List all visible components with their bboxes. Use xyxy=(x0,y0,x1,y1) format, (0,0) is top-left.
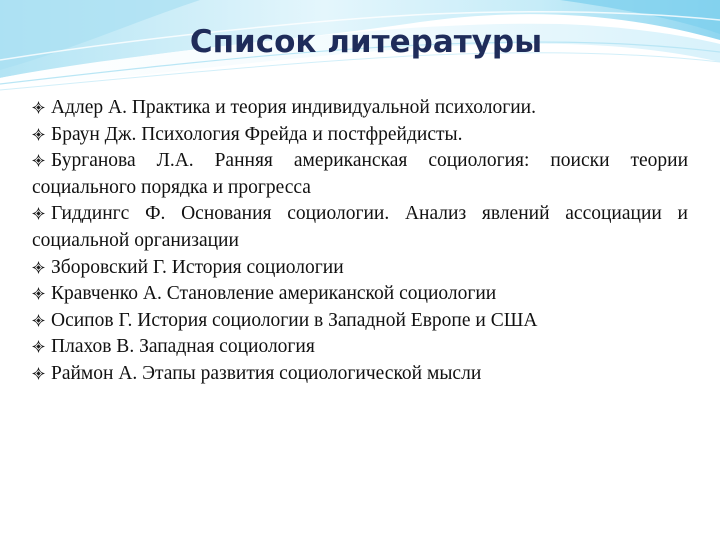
reference-text: Осипов Г. История социологии в Западной Европе и США xyxy=(51,309,538,331)
four-petal-diamond-icon xyxy=(32,367,45,380)
slide-title: Список литературы xyxy=(189,24,543,60)
reference-item xyxy=(32,148,688,201)
reference-text: Раймон А. Этапы развития социологической мысли xyxy=(51,362,482,384)
reference-text: Кравченко А. Становление американской социологии xyxy=(51,283,497,305)
four-petal-diamond-icon xyxy=(32,287,45,300)
four-petal-diamond-icon xyxy=(32,154,45,167)
reference-text: Адлер А. Практика и теория индивидуальной психологии. xyxy=(51,97,536,118)
reference-item xyxy=(32,281,688,308)
reference-item xyxy=(32,334,688,361)
four-petal-diamond-icon xyxy=(32,128,45,141)
reference-list xyxy=(32,95,688,388)
four-petal-diamond-icon xyxy=(32,314,45,327)
reference-item xyxy=(32,95,688,122)
four-petal-diamond-icon xyxy=(32,207,45,220)
reference-text: Плахов В. Западная социология xyxy=(51,336,315,358)
reference-item xyxy=(32,308,688,335)
reference-text: Гиддингс Ф. Основания социологии. Анализ явлений ассоциации и социальной организации xyxy=(32,203,688,251)
reference-text: Браун Дж. Психология Фрейда и постфрейдисты. xyxy=(51,123,463,145)
reference-item xyxy=(32,122,688,149)
reference-text: Зборовский Г. История социологии xyxy=(51,256,344,278)
four-petal-diamond-icon xyxy=(32,340,45,353)
four-petal-diamond-icon xyxy=(32,261,45,274)
reference-text: Бурганова Л.А. Ранняя американская социология: поиски теории социального порядка и прогресса xyxy=(32,150,688,198)
four-petal-diamond-icon xyxy=(32,101,45,114)
reference-item xyxy=(32,201,688,254)
reference-item xyxy=(32,361,688,388)
reference-item xyxy=(32,255,688,282)
